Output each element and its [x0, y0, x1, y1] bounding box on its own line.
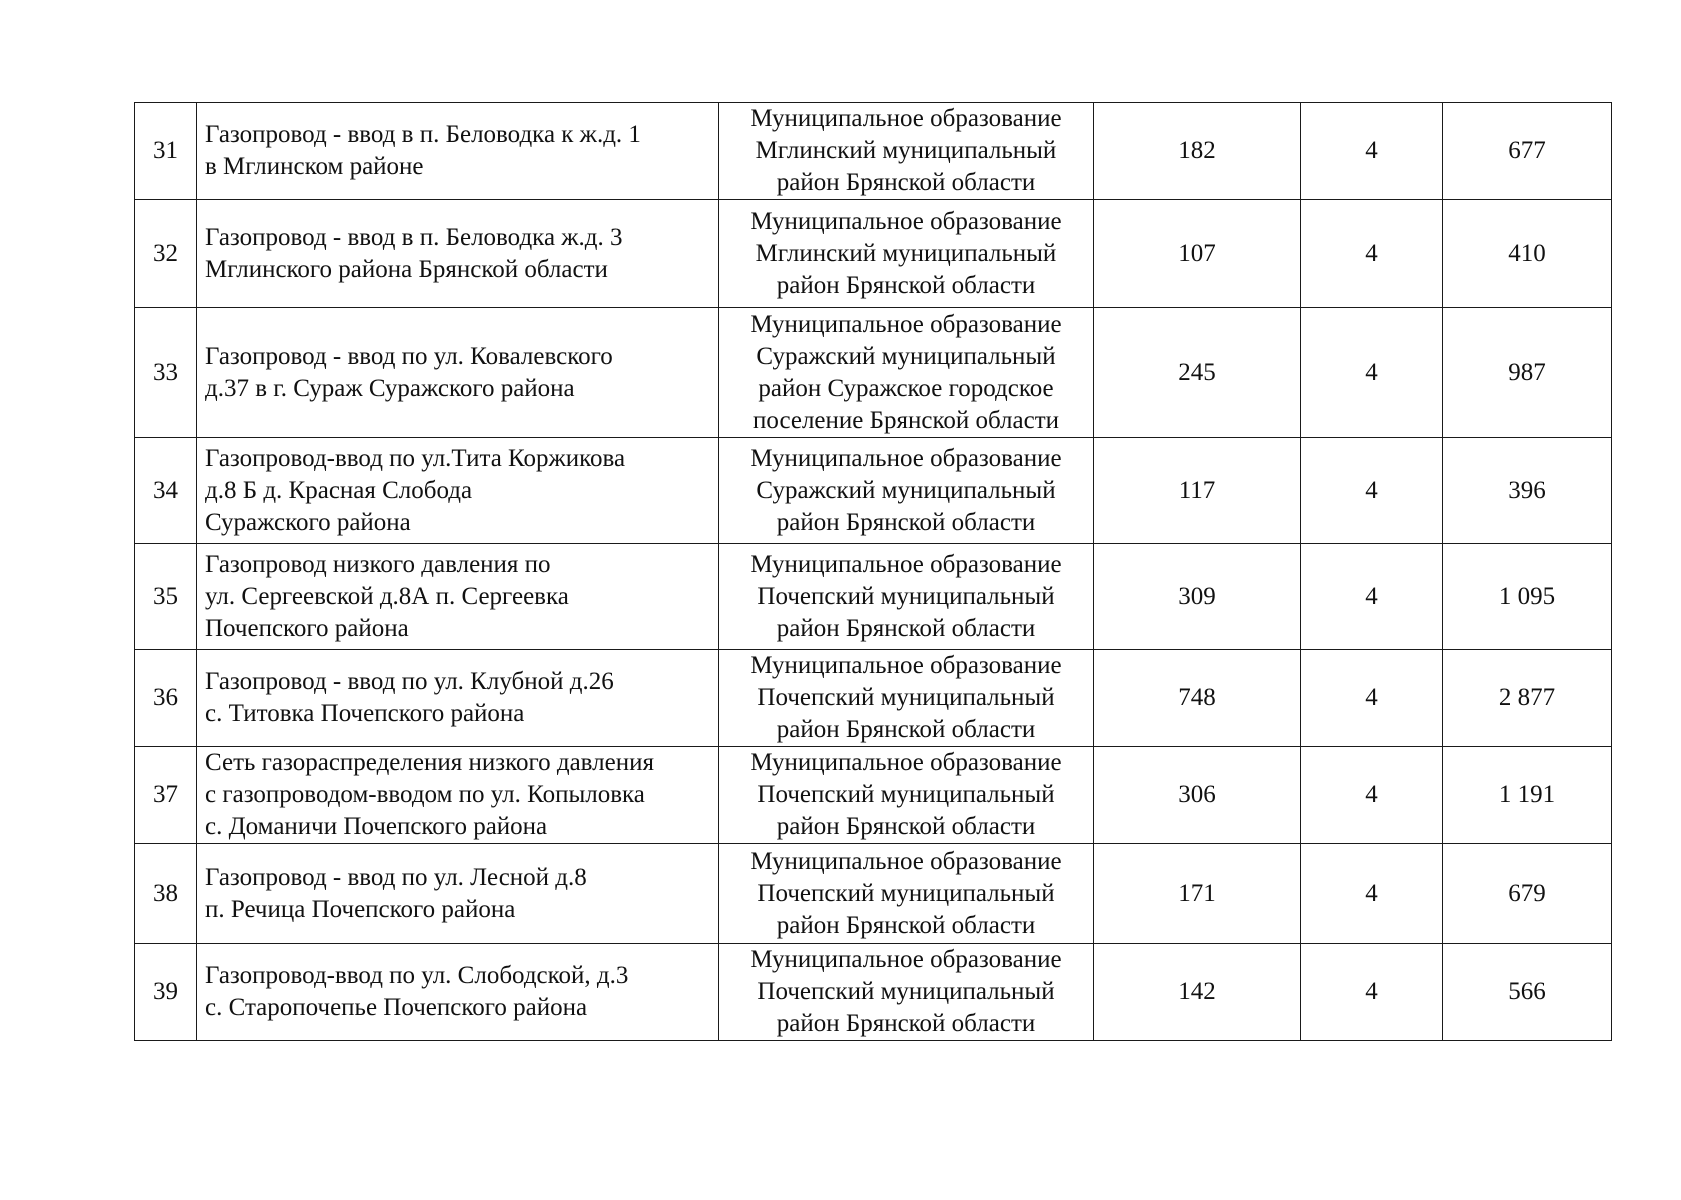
owner-text: Муниципальное образование Почепский муниципальный район Брянской области [750, 550, 1062, 642]
owner-cell [719, 438, 1094, 544]
table-row [135, 308, 1612, 438]
cost-cell [1443, 103, 1612, 200]
object-name-text: Газопровод - ввод по ул. Ковалевского д.37 в г. Сураж Суражского района [205, 342, 613, 402]
category-cell [1301, 844, 1443, 944]
object-name-cell [197, 844, 719, 944]
table-row [135, 438, 1612, 544]
cost-text: 2 877 [1498, 684, 1556, 711]
row-number-text: 35 [153, 582, 178, 610]
length-cell [1094, 747, 1301, 844]
object-name-text: Сеть газораспределения низкого давления с газопроводом-вводом по ул. Копыловка с. Доманичи Почепского района [205, 749, 654, 840]
owner-cell [719, 103, 1094, 200]
length-cell [1094, 544, 1301, 650]
table-row [135, 650, 1612, 747]
category-text: 4 [1365, 582, 1378, 610]
category-text: 4 [1365, 239, 1378, 267]
cost-text: 566 [1508, 978, 1546, 1005]
row-number-text: 32 [153, 239, 178, 267]
cost-cell [1443, 200, 1612, 308]
owner-cell [719, 844, 1094, 944]
cost-text: 677 [1508, 137, 1546, 164]
cost-cell [1443, 438, 1612, 544]
object-name-cell [197, 650, 719, 747]
table-row [135, 200, 1612, 308]
row-number-text: 38 [153, 879, 178, 907]
length-text: 748 [1178, 684, 1216, 711]
owner-cell [719, 308, 1094, 438]
length-text: 117 [1178, 476, 1216, 504]
owner-cell [719, 544, 1094, 650]
owner-text: Муниципальное образование Почепский муниципальный район Брянской области [750, 749, 1062, 840]
category-cell [1301, 650, 1443, 747]
owner-text: Муниципальное образование Почепский муниципальный район Брянской области [750, 946, 1062, 1037]
object-name-cell [197, 308, 719, 438]
length-cell [1094, 650, 1301, 747]
length-cell [1094, 200, 1301, 308]
category-cell [1301, 438, 1443, 544]
length-text: 245 [1178, 358, 1216, 386]
cost-cell [1443, 944, 1612, 1041]
category-text: 4 [1365, 476, 1378, 504]
object-name-text: Газопровод - ввод в п. Беловодка к ж.д. 1 в Мглинском районе [205, 121, 641, 180]
row-number-cell [135, 747, 197, 844]
owner-text: Муниципальное образование Мглинский муниципальный район Брянской области [750, 207, 1062, 299]
object-name-cell [197, 438, 719, 544]
row-number-cell [135, 944, 197, 1041]
category-cell [1301, 544, 1443, 650]
owner-text: Муниципальное образование Суражский муниципальный район Брянской области [750, 444, 1062, 536]
category-text: 4 [1365, 879, 1378, 907]
row-number-text: 34 [153, 476, 178, 504]
object-name-cell [197, 747, 719, 844]
row-number-cell [135, 650, 197, 747]
category-text: 4 [1365, 137, 1378, 164]
cost-text: 1 191 [1498, 781, 1556, 808]
cost-cell [1443, 844, 1612, 944]
length-cell [1094, 103, 1301, 200]
table-row [135, 844, 1612, 944]
owner-cell [719, 650, 1094, 747]
owner-text: Муниципальное образование Почепский муниципальный район Брянской области [750, 847, 1062, 939]
row-number-text: 36 [153, 684, 178, 711]
owner-text: Муниципальное образование Мглинский муниципальный район Брянской области [750, 105, 1062, 196]
object-name-cell [197, 103, 719, 200]
object-name-cell [197, 944, 719, 1041]
cost-text: 1 095 [1498, 582, 1556, 610]
cost-cell [1443, 747, 1612, 844]
row-number-text: 39 [153, 978, 178, 1005]
cost-text: 410 [1508, 239, 1546, 267]
row-number-cell [135, 308, 197, 438]
cost-cell [1443, 308, 1612, 438]
owner-cell [719, 747, 1094, 844]
length-cell [1094, 308, 1301, 438]
table-body [135, 103, 1612, 1041]
length-text: 182 [1178, 137, 1216, 164]
object-name-cell [197, 200, 719, 308]
category-text: 4 [1365, 358, 1378, 386]
object-name-text: Газопровод - ввод по ул. Клубной д.26 с. Титовка Почепского района [205, 668, 614, 727]
owner-text: Муниципальное образование Суражский муниципальный район Суражское городское поселение Брянской области [750, 310, 1062, 434]
length-text: 171 [1178, 879, 1216, 907]
object-name-cell [197, 544, 719, 650]
length-cell [1094, 844, 1301, 944]
owner-text: Муниципальное образование Почепский муниципальный район Брянской области [750, 652, 1062, 743]
category-cell [1301, 747, 1443, 844]
object-name-text: Газопровод - ввод в п. Беловодка ж.д. 3 Мглинского района Брянской области [205, 223, 623, 283]
cost-text: 679 [1508, 879, 1546, 907]
gas-pipeline-table [134, 102, 1612, 1041]
category-cell [1301, 944, 1443, 1041]
row-number-cell [135, 544, 197, 650]
table-row [135, 544, 1612, 650]
cost-cell [1443, 544, 1612, 650]
owner-cell [719, 944, 1094, 1041]
length-text: 309 [1178, 582, 1216, 610]
length-text: 107 [1178, 239, 1216, 267]
table-row [135, 944, 1612, 1041]
category-text: 4 [1365, 781, 1378, 808]
object-name-text: Газопровод-ввод по ул.Тита Коржикова д.8 Б д. Красная Слобода Суражского района [205, 444, 626, 536]
category-text: 4 [1365, 684, 1378, 711]
row-number-text: 33 [153, 358, 178, 386]
row-number-cell [135, 200, 197, 308]
row-number-cell [135, 844, 197, 944]
cost-cell [1443, 650, 1612, 747]
row-number-text: 37 [153, 781, 178, 808]
row-number-text: 31 [153, 137, 178, 164]
table-row [135, 103, 1612, 200]
cost-text: 987 [1508, 358, 1546, 386]
row-number-cell [135, 438, 197, 544]
category-cell [1301, 308, 1443, 438]
category-text: 4 [1365, 978, 1378, 1005]
category-cell [1301, 200, 1443, 308]
length-cell [1094, 438, 1301, 544]
object-name-text: Газопровод низкого давления по ул. Сергеевской д.8А п. Сергеевка Почепского района [205, 550, 569, 642]
length-cell [1094, 944, 1301, 1041]
object-name-text: Газопровод - ввод по ул. Лесной д.8 п. Речица Почепского района [205, 863, 587, 923]
owner-cell [719, 200, 1094, 308]
object-name-text: Газопровод-ввод по ул. Слободской, д.3 с. Старопочепье Почепского района [205, 962, 629, 1021]
length-text: 306 [1178, 781, 1216, 808]
cost-text: 396 [1508, 476, 1546, 504]
row-number-cell [135, 103, 197, 200]
table-row [135, 747, 1612, 844]
category-cell [1301, 103, 1443, 200]
length-text: 142 [1178, 978, 1216, 1005]
